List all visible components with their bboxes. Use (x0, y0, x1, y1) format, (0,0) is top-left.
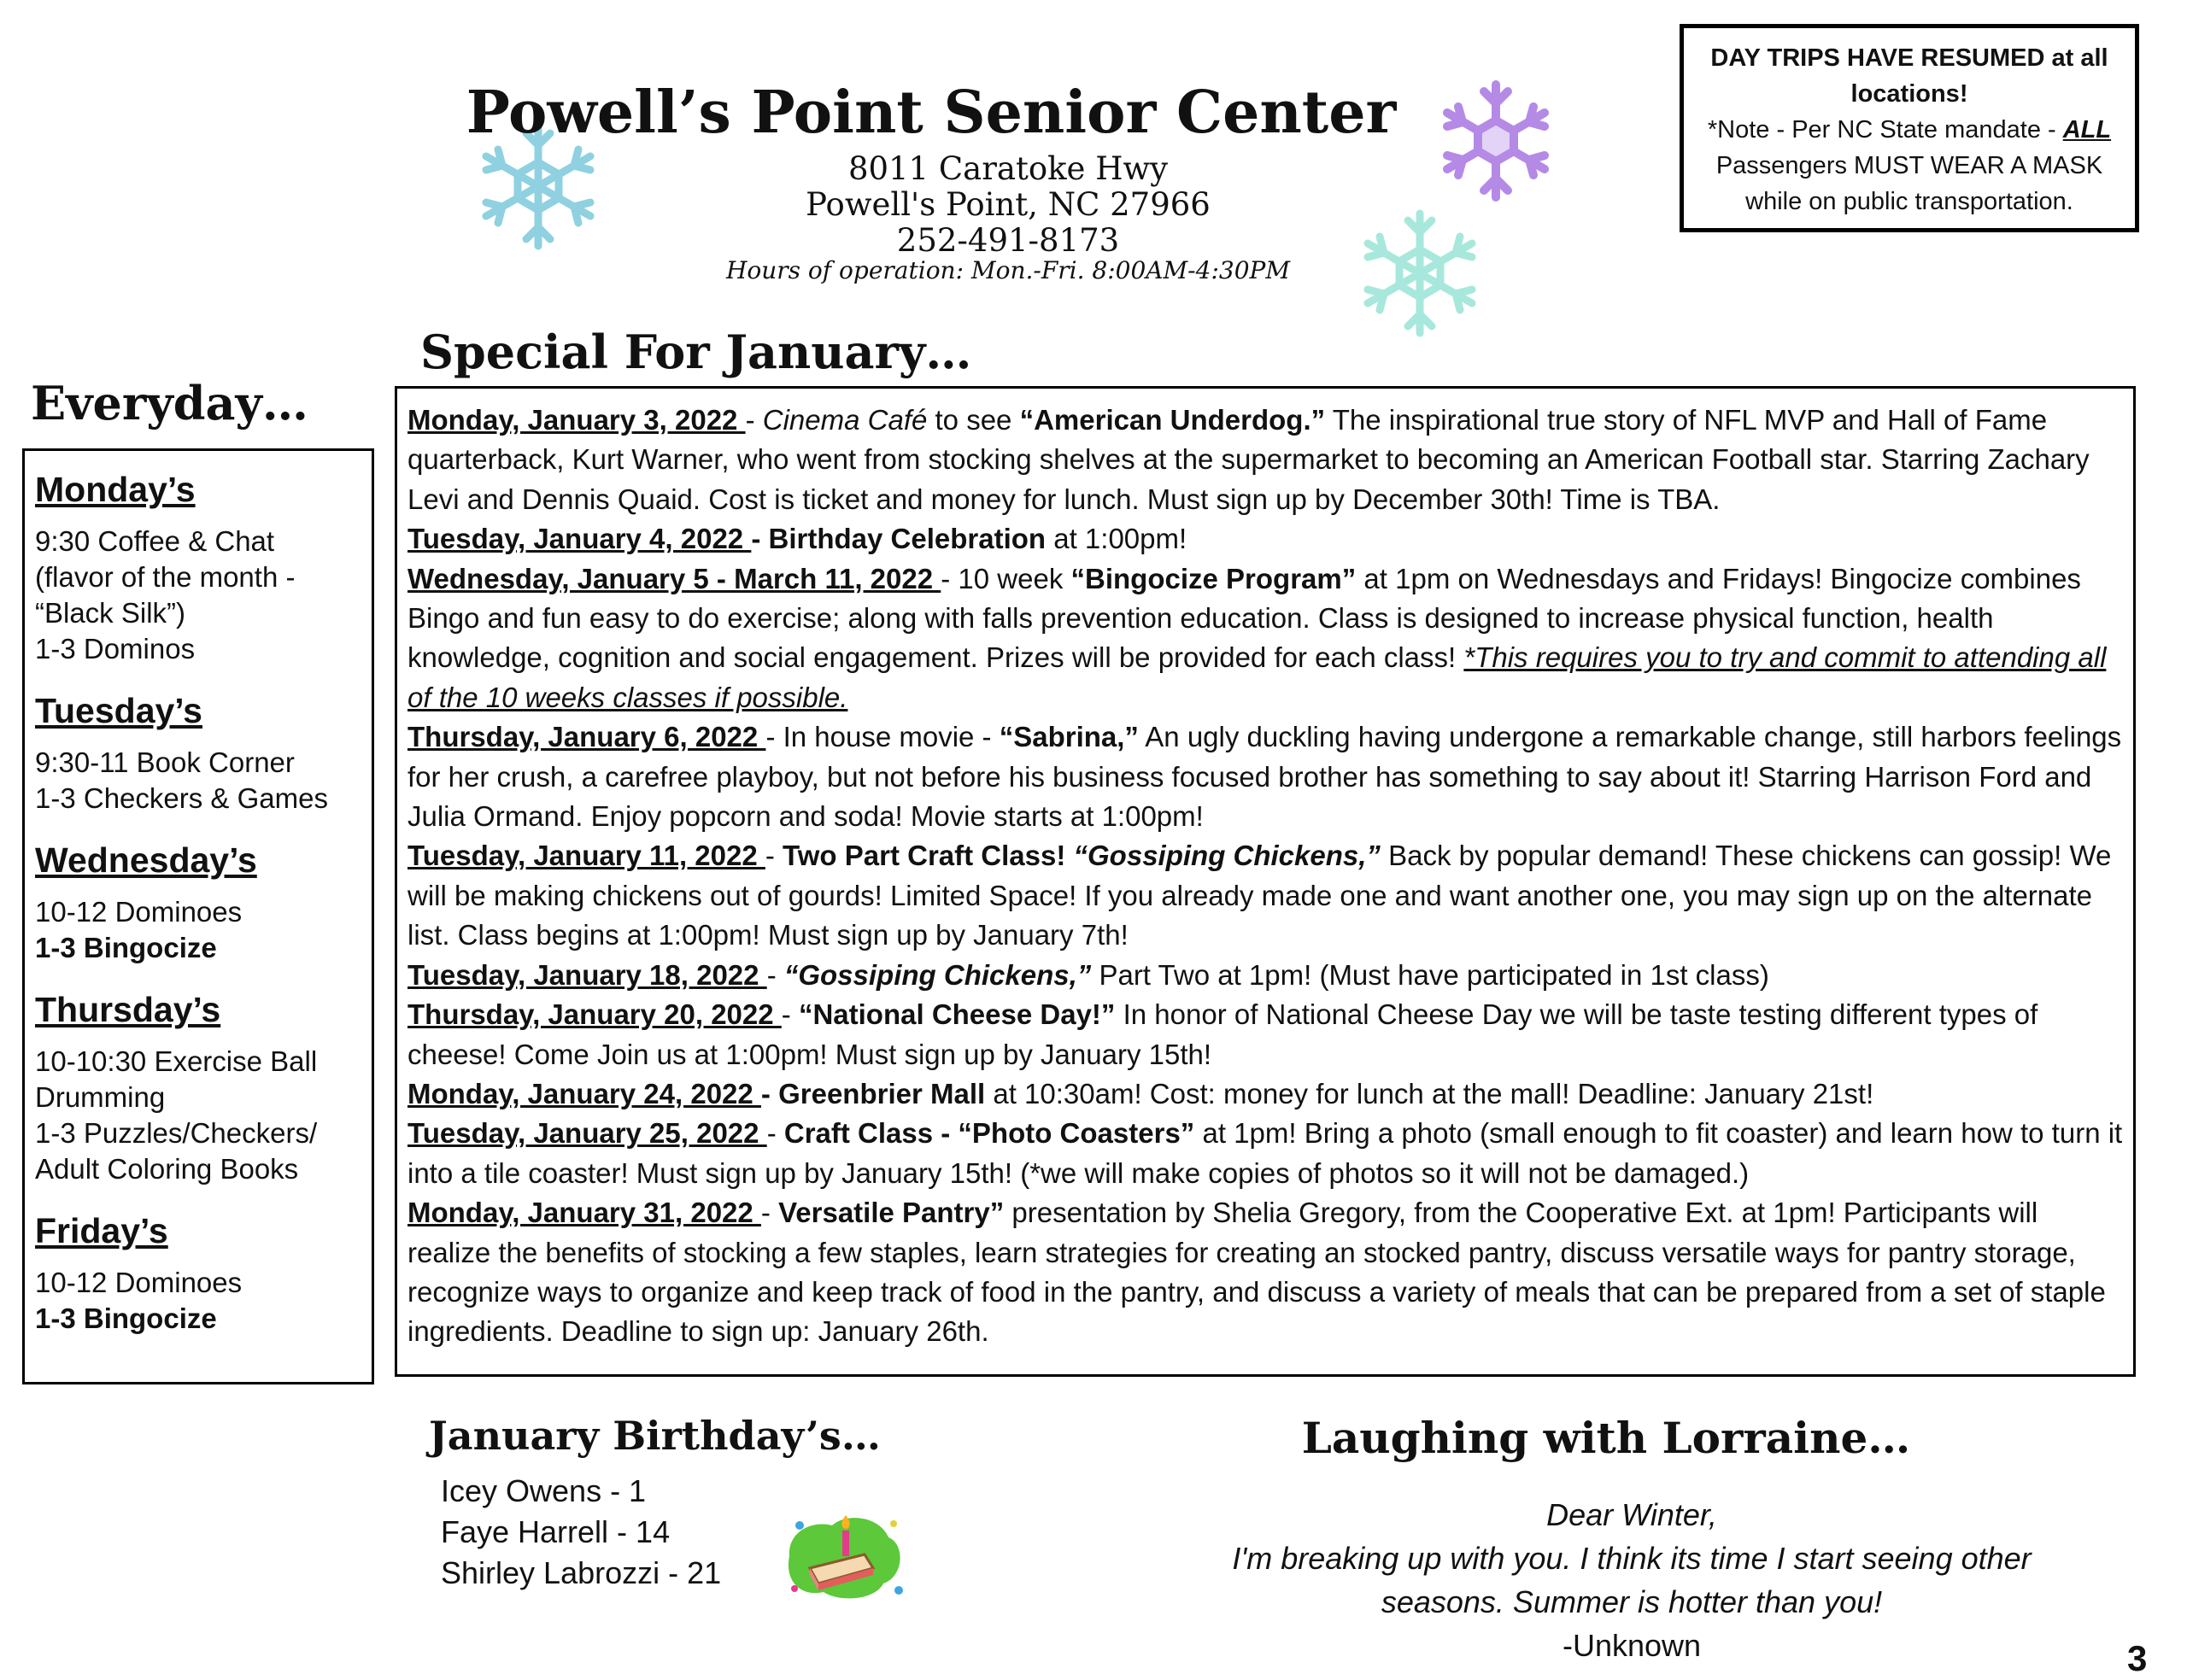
notice-line-5: while on public transportation. (1745, 188, 2073, 215)
schedule-line: “Black Silk”) (35, 597, 186, 629)
event-item (407, 956, 2123, 995)
day-heading: Monday’s (35, 470, 196, 509)
day-heading: Tuesday’s (35, 691, 202, 730)
event-title: “Bingocize Program” (1070, 562, 1357, 594)
event-item (407, 1193, 2123, 1352)
event-item (407, 1114, 2123, 1193)
event-text: - (766, 958, 784, 991)
special-heading: Special For January… (420, 325, 972, 379)
event-item (407, 401, 2123, 519)
birthday-item: Icey Owens - 1 (441, 1473, 647, 1508)
notice-line-1: DAY TRIPS HAVE RESUMED at all (1710, 44, 2108, 72)
birthdays-heading: January Birthday’s… (429, 1413, 881, 1459)
event-item (407, 717, 2123, 836)
joke-line: seasons. Summer is hotter than you! (1381, 1584, 1883, 1619)
notice-line-4: Passengers MUST WEAR A MASK (1715, 152, 2103, 179)
notice-line-3 (1684, 112, 2135, 148)
schedule-line: 1-3 Dominos (35, 633, 196, 664)
schedule-line: (flavor of the month - (35, 561, 296, 593)
laughing-heading: Laughing with Lorraine… (1301, 1413, 1911, 1463)
event-text: - (781, 998, 799, 1031)
day-trips-notice (1680, 24, 2139, 232)
event-date: Tuesday, January 4, 2022 (407, 523, 752, 555)
notice-mandate-text: *Note - Per NC State mandate - (1707, 116, 2063, 143)
event-subtitle: “Gossiping Chickens,” (783, 958, 1092, 991)
day-block-wednesday (35, 840, 361, 966)
event-title: Greenbrier Mall (778, 1077, 986, 1109)
event-title: “Sabrina,” (999, 721, 1139, 753)
event-title: Craft Class - “Photo Coasters” (783, 1117, 1195, 1150)
snowflake-purple-icon (1432, 77, 1560, 205)
event-title: Birthday Celebration (768, 523, 1047, 555)
schedule-line: Adult Coloring Books (35, 1153, 299, 1185)
event-title: “American Underdog.” (1019, 404, 1326, 436)
joke-signature: -Unknown (1562, 1628, 1702, 1663)
event-date: Tuesday, January 11, 2022 (407, 840, 765, 872)
event-text: - (751, 523, 769, 555)
schedule-line: 9:30 Coffee & Chat (35, 525, 275, 557)
event-description: at 1:00pm! (1046, 523, 1187, 555)
event-title: “National Cheese Day!” (798, 998, 1116, 1031)
event-date: Wednesday, January 5 - March 11, 2022 (407, 562, 941, 594)
everyday-schedule-box (22, 448, 374, 1384)
event-date: Tuesday, January 18, 2022 (407, 958, 767, 991)
joke-text (1102, 1493, 2161, 1667)
event-date: Monday, January 31, 2022 (407, 1197, 761, 1229)
event-text: - In house movie - (765, 721, 1000, 753)
schedule-line: 1-3 Puzzles/Checkers/ (35, 1117, 318, 1149)
event-description: at 1pm on Wednesdays and Fridays! Bingocize combines Bingo and fun easy to do exercise; along with falls prevention education. Class is designed to increase physical function, health knowledge, cognition and social engagement. Prizes will be provided for each class! (407, 562, 2081, 674)
schedule-line: 9:30-11 Book Corner (35, 746, 295, 778)
day-heading: Friday’s (35, 1211, 168, 1250)
event-title: Versatile Pantry” (778, 1197, 1005, 1229)
schedule-line: 10-12 Dominoes (35, 1267, 243, 1298)
schedule-line: 10-10:30 Exercise Ball (35, 1045, 318, 1077)
event-description: An ugly duckling having undergone a remarkable change, still harbors feelings for her crush, a carefree playboy, but not before his business focused brother has something to say about it! Starring Harrison Ford and Julia Ormand. Enjoy popcorn and soda! Movie starts at 1:00pm! (407, 721, 2122, 833)
schedule-line: 1-3 Bingocize (35, 1302, 217, 1334)
schedule-line: Drumming (35, 1081, 166, 1113)
address-line-1: 8011 Caratoke Hwy (847, 150, 1169, 187)
day-heading: Wednesday’s (35, 840, 257, 880)
day-block-friday (35, 1211, 361, 1337)
day-heading: Thursday’s (35, 990, 221, 1029)
event-date: Monday, January 3, 2022 (407, 404, 746, 436)
event-text: - (760, 1077, 779, 1109)
notice-all-emphasis: ALL (2062, 116, 2112, 143)
phone-number: 252-491-8173 (896, 222, 1120, 259)
event-subtitle: “Gossiping Chickens,” (1073, 840, 1381, 872)
everyday-heading: Everyday… (31, 376, 308, 430)
event-date: Monday, January 24, 2022 (407, 1077, 761, 1109)
joke-line: Dear Winter, (1546, 1497, 1717, 1532)
day-block-tuesday (35, 691, 361, 817)
event-text: to see (927, 404, 1020, 436)
event-text: - (766, 1117, 784, 1150)
page-title: Powell’s Point Senior Center (466, 79, 1397, 147)
page-number: 3 (2127, 1638, 2148, 1678)
event-description: at 10:30am! Cost: money for lunch at the mall! Deadline: January 21st! (985, 1077, 1874, 1109)
birthday-list (441, 1471, 721, 1594)
event-description: In honor of National Cheese Day we will be taste testing different types of cheese! Come Join us at 1:00pm! Must sign up by January 15th! (407, 998, 2038, 1070)
event-title: Two Part Craft Class! (783, 840, 1074, 872)
day-block-thursday (35, 990, 361, 1187)
address-line-2: Powell's Point, NC 27966 (806, 186, 1211, 223)
birthday-item: Shirley Labrozzi - 21 (441, 1555, 722, 1590)
event-commitment-note: *This requires you to try and commit to attending all of the 10 weeks classes if possible. (407, 641, 2107, 713)
event-text: - (760, 1197, 779, 1229)
event-date: Thursday, January 20, 2022 (407, 998, 782, 1031)
event-text: - (745, 404, 763, 436)
event-description: at 1pm! Bring a photo (small enough to fit coaster) and learn how to turn it into a tile coaster! Must sign up by January 15th! (*we will make copies of photos so it will not be damaged.) (407, 1117, 2123, 1189)
special-events-box (395, 386, 2136, 1377)
event-description: presentation by Shelia Gregory, from the Cooperative Ext. at 1pm! Participants will realize the benefits of stocking a few staples, learn strategies for creating an stocked pantry, discuss versatile ways for pantry storage, recognize ways to organize and keep track of food in the pantry, and discuss a variety of meals that can be prepared from a set of staple ingredients. Deadline to sign up: January 26th. (407, 1197, 2106, 1348)
hours-of-operation: Hours of operation: Mon.-Fri. 8:00AM-4:30PM (725, 256, 1291, 284)
event-date: Thursday, January 6, 2022 (407, 721, 766, 753)
birthday-cake-icon (779, 1505, 907, 1604)
event-date: Tuesday, January 25, 2022 (407, 1117, 767, 1150)
event-item (407, 1074, 2123, 1114)
event-description: Part Two at 1pm! (Must have participated in 1st class) (1091, 958, 1769, 991)
notice-line-2: locations! (1850, 80, 1968, 108)
day-block-monday (35, 470, 361, 667)
event-description: Back by popular demand! These chickens can gossip! We will be making chickens out of gourds! Limited Space! If you already made one and want another one, you may sign up on the alternate list. Class begins at 1:00pm! Must sign up by January 7th! (407, 840, 2112, 951)
schedule-line: 10-12 Dominoes (35, 896, 243, 928)
event-text: - 10 week (941, 562, 1071, 594)
event-item (407, 995, 2123, 1074)
schedule-line: 1-3 Bingocize (35, 932, 217, 963)
schedule-line: 1-3 Checkers & Games (35, 782, 328, 814)
joke-line: I'm breaking up with you. I think its time I start seeing other (1232, 1541, 2032, 1576)
event-item (407, 836, 2123, 955)
event-text: - (765, 840, 783, 872)
event-description: The inspirational true story of NFL MVP and Hall of Fame quarterback, Kurt Warner, who went from stocking shelves at the supermarket to becoming an American Football star. Starring Zachary Levi and Dennis Quaid. Cost is ticket and money for lunch. Must sign up by December 30th! Time is TBA. (407, 404, 2090, 515)
birthday-item: Faye Harrell - 14 (441, 1514, 671, 1549)
event-venue: Cinema Café (762, 404, 928, 436)
event-item (407, 519, 2123, 559)
event-item (407, 559, 2123, 718)
